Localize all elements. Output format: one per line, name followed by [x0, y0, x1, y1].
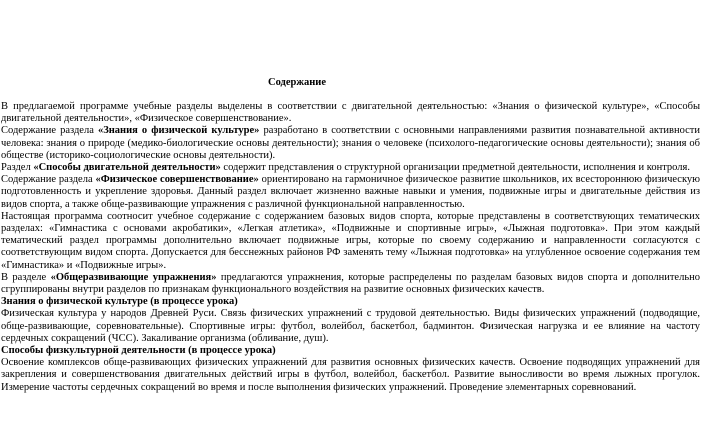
paragraph-text: Содержание раздела — [1, 125, 98, 137]
bold-section-name: «Знания о физической культуре» — [97, 125, 260, 137]
section-text-knowledge: Физическая культура у народов Древней Руси. Связь физических упражнений с трудовой деятельностью. Виды физических упражнений (подводящие, обще-развивающие, соревновательные). Спортивные игры: футбол, волейбол, баскетбол, бадминтон. Физическая нагрузка и ее влияние на частоту сердечных сокращений (ЧСС). Закаливание организма (обливание, душ). — [1, 308, 700, 344]
paragraph-text: Настоящая программа соотносит учебное содержание с содержанием базовых видов спорта, которые представлены в соответствующих тематических разделах: «Гимнастика с основами акробатики», «Легкая атлетика», «Подвижные и спортивные игры», «Лыжная подготовка». При этом каждый тематический раздел программы дополнительно включает подвижные игры, которые по своему содержанию и направленности согласуются с соответствующим видом спорта. Допускается для бесснежных районов РФ заменять тему «Лыжная подготовка» на углубленное освоение содержания тем «Гимнастика» и «Подвижные игры». — [1, 210, 700, 271]
document-body — [1, 101, 700, 394]
page-title: Содержание — [268, 77, 326, 88]
paragraph-sports — [1, 211, 700, 272]
paragraph-text: содержит представления о структурной организации предметной деятельности, исполнения и контроля. — [220, 162, 690, 174]
section-text-methods: Освоение комплексов обще-развивающих физических упражнений для развития основных физических качеств. Освоение подводящих упражнений для закрепления и совершенствования двигательных действий игры в футбол, волейбол, баскетбол. Развитие выносливости во время лыжных прогулок. Измерение частоты сердечных сокращений во время и после выполнения физических упражнений. Проведение элементарных соревнований. — [1, 357, 700, 393]
paragraph-text: ориентировано на гармоничное физическое развитие школьников, их всестороннюю физическую подготовленность и укрепление здоровья. Данный раздел включает жизненно важные навыки и умения, подвижные игры и двигательные действия из видов спорта, а также обще-развивающие упражнения с различной функциональной направленностью. — [1, 174, 700, 210]
paragraph-text: В разделе — [1, 271, 51, 283]
section-heading-knowledge: Знания о физической культуре (в процессе урока) — [1, 296, 238, 308]
paragraph-physical — [1, 174, 700, 211]
paragraph-knowledge — [1, 125, 700, 162]
section-heading-methods: Способы физкультурной деятельности (в процессе урока) — [1, 345, 276, 357]
paragraph-text: В предлагаемой программе учебные разделы выделены в соответствии с двигательной деятельностью: «Знания о физической культуре», «Способы двигательной деятельности», «Физическое совершенствование». — [1, 101, 700, 125]
paragraph-text: разработано в соответствии с основными направлениями развития познавательной активности человека: знания о природе (медико-биологические основы деятельности); знания о человеке (психолого-педагогические основы деятельности); знания об обществе (историко-социологические основы деятельности). — [1, 125, 700, 161]
bold-section-name: «Способы двигательной деятельности» — [33, 162, 221, 174]
paragraph-intro — [1, 101, 700, 125]
paragraph-text: Содержание раздела — [1, 174, 96, 186]
bold-section-name: «Физическое совершенствование» — [95, 174, 259, 186]
paragraph-general-exercises — [1, 272, 700, 296]
paragraph-methods — [1, 162, 700, 174]
bold-section-name: «Общеразвивающие упражнения» — [50, 271, 217, 283]
paragraph-text: предлагаются упражнения, которые распределены по разделам базовых видов спорта и дополнительно сгруппированы внутри разделов по признакам функционального воздействия на развитие основных физических качеств. — [1, 271, 700, 296]
paragraph-text: Раздел — [1, 162, 34, 174]
